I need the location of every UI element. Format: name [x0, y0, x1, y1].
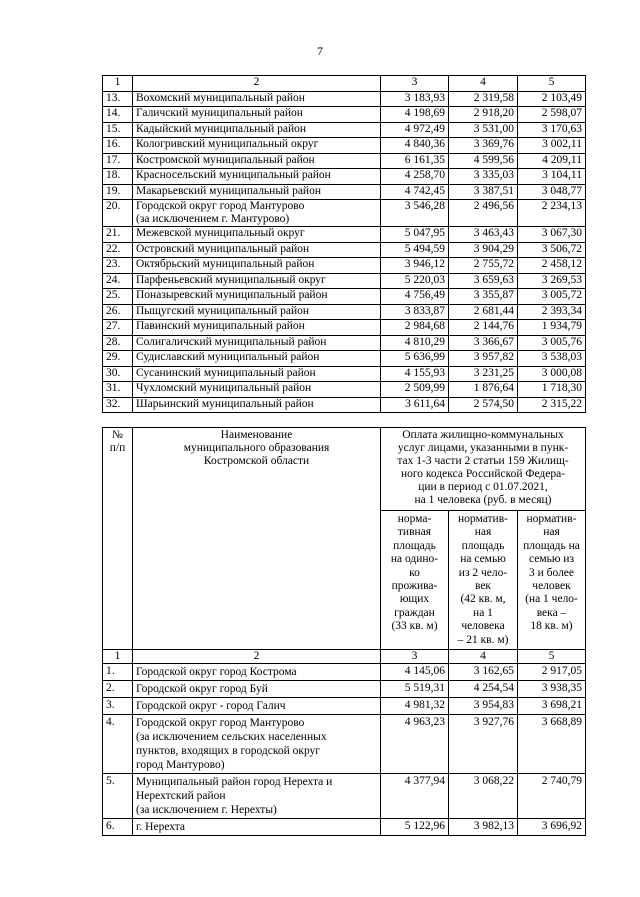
subheader-line: из 2 чело- — [458, 566, 508, 579]
row-number: 2. — [103, 681, 133, 698]
row-number: 3. — [103, 698, 133, 715]
payment-single-person: 5 047,95 — [381, 227, 449, 243]
municipality-name — [133, 153, 381, 169]
payment-three-plus: 3 048,77 — [518, 184, 586, 200]
subheader-line: (на 1 чело- — [525, 593, 578, 606]
payment-two-person: 3 335,03 — [449, 169, 518, 185]
payment-single-person: 5 519,31 — [381, 681, 449, 698]
payment-three-plus: 3 002,11 — [518, 138, 586, 154]
payment-single-person: 5 494,59 — [381, 242, 449, 258]
column-number-label: 1 — [103, 650, 133, 664]
payment-three-plus: 2 458,12 — [518, 258, 586, 274]
payment-three-plus: 2 103,49 — [518, 91, 586, 107]
table2-number-row — [103, 650, 586, 664]
table-row — [103, 91, 586, 107]
subheader-line: 18 кв. м) — [530, 620, 573, 633]
municipality-name-line: пунктов, входящих в городской округ — [136, 745, 321, 758]
payment-three-plus: 1 718,30 — [518, 382, 586, 398]
header-line: ного кодекса Российской Федера- — [400, 468, 566, 480]
row-number: 14. — [103, 107, 133, 123]
municipality-name — [133, 304, 381, 320]
column-number-label: 3 — [381, 76, 449, 92]
table-row — [103, 138, 586, 154]
payment-two-person: 3 957,82 — [449, 351, 518, 367]
column-number-label: 5 — [518, 76, 586, 92]
municipality-name — [133, 320, 381, 336]
districts-table-continued — [102, 75, 586, 413]
header-line: тах 1-3 части 2 статьи 159 Жилищ- — [397, 455, 569, 467]
municipality-name-line: Шарьинский муниципальный район — [136, 397, 314, 410]
subheader-line: (33 кв. м) — [391, 620, 438, 633]
subheader-two-person-family — [449, 511, 518, 650]
municipality-name — [133, 819, 381, 836]
subheader-line: века – — [536, 606, 567, 619]
subheader-line: (42 кв. м, — [460, 593, 506, 606]
column-number-label: 3 — [381, 650, 449, 664]
table-row — [103, 335, 586, 351]
payment-three-plus: 3 067,30 — [518, 227, 586, 243]
municipality-name-line: Парфеньевский муниципальный округ — [136, 273, 326, 286]
subheader-line: норматив- — [458, 513, 508, 525]
municipality-name — [133, 258, 381, 274]
municipality-name — [133, 382, 381, 398]
municipality-name-line: Городской округ город Буй — [136, 683, 268, 696]
payment-two-person: 2 144,76 — [449, 320, 518, 336]
row-number: 19. — [103, 184, 133, 200]
payment-three-plus: 2 598,07 — [518, 107, 586, 123]
municipality-name — [133, 664, 381, 681]
subheader-line: на одино- — [390, 553, 439, 566]
payment-single-person: 4 756,49 — [381, 289, 449, 305]
municipality-name — [133, 138, 381, 154]
municipality-name-line: Вохомский муниципальный район — [136, 91, 305, 104]
table-row — [103, 819, 586, 836]
municipality-name-line: Галичский муниципальный район — [136, 107, 303, 119]
payment-two-person: 2 319,58 — [449, 91, 518, 107]
payment-two-person: 3 927,76 — [449, 715, 518, 774]
municipality-name-line: Городской округ город Мантурово — [136, 200, 305, 212]
subheader-line: ная — [474, 526, 492, 539]
table-row — [103, 715, 586, 774]
row-number: 28. — [103, 335, 133, 351]
column-number-label: 4 — [449, 76, 518, 92]
row-number: 15. — [103, 122, 133, 138]
payment-single-person: 5 122,96 — [381, 819, 449, 836]
municipality-name-line: Судиславский муниципальный район — [136, 351, 320, 363]
column-header-payment — [381, 428, 586, 511]
payment-three-plus: 3 170,63 — [518, 122, 586, 138]
municipality-name-line: Павинский муниципальный район — [136, 320, 305, 332]
column-header-name — [133, 428, 381, 650]
municipality-name — [133, 351, 381, 367]
municipality-name-note: (за исключением г. Мантурово) — [136, 213, 290, 225]
payment-three-plus: 3 005,72 — [518, 289, 586, 305]
payment-two-person: 3 355,87 — [449, 289, 518, 305]
payment-single-person: 2 509,99 — [381, 382, 449, 398]
subheader-line: на семью — [460, 553, 506, 566]
payment-single-person: 5 636,99 — [381, 351, 449, 367]
payment-single-person: 4 198,69 — [381, 107, 449, 123]
subheader-line: на 1 человека — [461, 606, 505, 633]
municipality-name-line: Кадыйский муниципальный район — [136, 122, 307, 135]
table-row — [103, 366, 586, 382]
row-number: 13. — [103, 91, 133, 107]
row-number: 4. — [103, 715, 133, 774]
municipality-name — [133, 227, 381, 243]
municipality-name — [133, 122, 381, 138]
municipality-name-line: Чухломский муниципальный район — [136, 382, 312, 394]
table-row — [103, 289, 586, 305]
payment-single-person: 4 742,45 — [381, 184, 449, 200]
municipality-name-line: Городской округ город Кострома — [136, 666, 297, 679]
payment-two-person: 3 068,22 — [449, 774, 518, 819]
column-header-number — [103, 428, 133, 650]
subheader-line: век — [474, 580, 492, 593]
table-row — [103, 200, 586, 227]
row-number: 18. — [103, 169, 133, 185]
row-number: 23. — [103, 258, 133, 274]
payment-single-person: 4 981,32 — [381, 698, 449, 715]
municipality-name — [133, 200, 381, 227]
subheader-line: площадь — [461, 539, 505, 552]
payment-two-person: 3 463,43 — [449, 227, 518, 243]
column-number-label: 2 — [133, 650, 381, 664]
table2-header-row — [103, 428, 586, 511]
table1-header-row — [103, 76, 586, 92]
subheader-line: ная — [543, 526, 560, 539]
payment-two-person: 4 599,56 — [449, 153, 518, 169]
table-row — [103, 397, 586, 413]
payment-single-person: 4 963,23 — [381, 715, 449, 774]
header-line: ции в период с 01.07.2021, — [418, 481, 548, 493]
subheader-line: площадь на — [523, 539, 580, 552]
municipality-name — [133, 169, 381, 185]
header-line: услуг лицами, указанными в пунк- — [397, 442, 569, 454]
header-line: Наименование — [220, 429, 293, 441]
payment-two-person: 3 904,29 — [449, 242, 518, 258]
payment-three-plus: 3 538,03 — [518, 351, 586, 367]
payment-single-person: 3 183,93 — [381, 91, 449, 107]
row-number: 26. — [103, 304, 133, 320]
table-row — [103, 122, 586, 138]
header-line: № — [112, 429, 123, 441]
subheader-line: граждан — [394, 606, 435, 619]
payment-single-person: 4 258,70 — [381, 169, 449, 185]
table-row — [103, 184, 586, 200]
payment-two-person: 3 162,65 — [449, 664, 518, 681]
municipality-name — [133, 242, 381, 258]
table-row — [103, 169, 586, 185]
subheader-single-person — [381, 511, 449, 650]
municipality-name-line: Муниципальный район город Нерехта и — [136, 776, 333, 789]
payment-single-person: 4 155,93 — [381, 366, 449, 382]
municipality-name — [133, 774, 381, 819]
header-line: муниципального образования — [183, 442, 330, 454]
payment-two-person: 3 659,63 — [449, 273, 518, 289]
municipality-name-line: Кологривский муниципальный округ — [136, 138, 319, 150]
payment-three-plus: 3 938,35 — [518, 681, 586, 698]
payment-two-person: 3 954,83 — [449, 698, 518, 715]
row-number: 25. — [103, 289, 133, 305]
payment-two-person: 3 366,67 — [449, 335, 518, 351]
subheader-line: 3 и более — [528, 566, 575, 579]
payment-single-person: 4 972,49 — [381, 122, 449, 138]
municipality-name — [133, 184, 381, 200]
header-line: Костромской области — [203, 455, 310, 467]
payment-two-person: 3 531,00 — [449, 122, 518, 138]
table-row — [103, 107, 586, 123]
subheader-three-plus-family — [518, 511, 586, 650]
payment-three-plus: 2 740,79 — [518, 774, 586, 819]
municipality-name-line: Пыщугский муниципальный район — [136, 304, 310, 317]
row-number: 6. — [103, 819, 133, 836]
municipality-name — [133, 397, 381, 413]
row-number: 24. — [103, 273, 133, 289]
row-number: 32. — [103, 397, 133, 413]
header-line: Оплата жилищно-коммунальных — [402, 429, 564, 441]
municipality-name-line: (за исключением сельских населенных — [136, 731, 327, 744]
subheader-line: норма- — [397, 513, 432, 525]
table-row — [103, 382, 586, 398]
payment-two-person: 1 876,64 — [449, 382, 518, 398]
municipality-name — [133, 681, 381, 698]
subheader-line: семью из — [528, 553, 575, 566]
municipality-name-line: Городской округ - город Галич — [136, 700, 286, 713]
row-number: 1. — [103, 664, 133, 681]
municipality-name-line: Солигаличский муниципальный район — [136, 335, 327, 348]
municipality-name — [133, 715, 381, 774]
subheader-line: тивная — [397, 526, 432, 539]
municipality-name-line: Красносельский муниципальный район — [136, 169, 331, 181]
payment-three-plus: 3 698,21 — [518, 698, 586, 715]
housing-payment-table — [102, 427, 586, 836]
payment-single-person: 4 840,36 — [381, 138, 449, 154]
municipality-name — [133, 698, 381, 715]
municipality-name-line: Макарьевский муниципальный район — [136, 184, 321, 197]
page-number: 7 — [317, 44, 323, 58]
payment-two-person: 3 369,76 — [449, 138, 518, 154]
payment-three-plus: 1 934,79 — [518, 320, 586, 336]
row-number: 21. — [103, 227, 133, 243]
payment-two-person: 2 918,20 — [449, 107, 518, 123]
payment-single-person: 5 220,03 — [381, 273, 449, 289]
municipality-name — [133, 91, 381, 107]
payment-single-person: 3 946,12 — [381, 258, 449, 274]
table-row — [103, 273, 586, 289]
payment-three-plus: 3 104,11 — [518, 169, 586, 185]
row-number: 20. — [103, 200, 133, 227]
table-row — [103, 698, 586, 715]
payment-single-person: 4 810,29 — [381, 335, 449, 351]
payment-three-plus: 3 269,53 — [518, 273, 586, 289]
column-number-label: 4 — [449, 650, 518, 664]
payment-two-person: 2 755,72 — [449, 258, 518, 274]
payment-three-plus: 3 000,08 — [518, 366, 586, 382]
municipality-name-line: Межевской муниципальный округ — [136, 227, 305, 239]
column-number-label: 2 — [133, 76, 381, 92]
table-row — [103, 774, 586, 819]
payment-three-plus: 3 696,92 — [518, 819, 586, 836]
payment-single-person: 6 161,35 — [381, 153, 449, 169]
payment-three-plus: 2 234,13 — [518, 200, 586, 227]
payment-two-person: 2 681,44 — [449, 304, 518, 320]
row-number: 27. — [103, 320, 133, 336]
municipality-name-line: Островский муниципальный район — [136, 242, 310, 255]
header-line: п/п — [109, 442, 126, 454]
table-row — [103, 153, 586, 169]
row-number: 22. — [103, 242, 133, 258]
municipality-name-line: Костромской муниципальный район — [136, 153, 315, 166]
payment-two-person: 3 231,25 — [449, 366, 518, 382]
column-number-label: 5 — [518, 650, 586, 664]
municipality-name-line: Поназыревский муниципальный район — [136, 289, 328, 301]
municipality-name-line: Октябрьский муниципальный район — [136, 258, 315, 270]
municipality-name — [133, 366, 381, 382]
payment-three-plus: 3 506,72 — [518, 242, 586, 258]
table-row — [103, 242, 586, 258]
header-line: на 1 человека (руб. в месяц) — [414, 494, 552, 506]
row-number: 5. — [103, 774, 133, 819]
table-row — [103, 664, 586, 681]
table-row — [103, 320, 586, 336]
municipality-name-line: город Мантурово) — [136, 759, 225, 772]
table-row — [103, 681, 586, 698]
payment-single-person: 3 833,87 — [381, 304, 449, 320]
payment-three-plus: 2 917,05 — [518, 664, 586, 681]
municipality-name — [133, 335, 381, 351]
table-row — [103, 258, 586, 274]
table-row — [103, 304, 586, 320]
payment-three-plus: 2 393,34 — [518, 304, 586, 320]
payment-three-plus: 4 209,11 — [518, 153, 586, 169]
row-number: 17. — [103, 153, 133, 169]
municipality-name — [133, 289, 381, 305]
municipality-name-line: Городской округ город Мантурово — [136, 717, 305, 730]
subheader-line: площадь — [393, 539, 436, 552]
subheader-line: ко — [409, 566, 420, 579]
row-number: 29. — [103, 351, 133, 367]
subheader-line: норматив- — [526, 513, 577, 525]
row-number: 16. — [103, 138, 133, 154]
payment-single-person: 3 611,64 — [381, 397, 449, 413]
payment-single-person: 3 546,28 — [381, 200, 449, 227]
row-number: 31. — [103, 382, 133, 398]
table-row — [103, 351, 586, 367]
payment-two-person: 3 387,51 — [449, 184, 518, 200]
payment-two-person: 4 254,54 — [449, 681, 518, 698]
municipality-name — [133, 273, 381, 289]
municipality-name — [133, 107, 381, 123]
payment-three-plus: 3 668,89 — [518, 715, 586, 774]
column-number-label: 1 — [103, 76, 133, 92]
payment-single-person: 4 145,06 — [381, 664, 449, 681]
municipality-name-line: Нерехтский район — [136, 790, 226, 803]
payment-single-person: 2 984,68 — [381, 320, 449, 336]
municipality-name-line: г. Нерехта — [136, 821, 186, 834]
table-row — [103, 227, 586, 243]
subheader-line: ющих — [399, 593, 430, 606]
payment-three-plus: 2 315,22 — [518, 397, 586, 413]
municipality-name-line: Сусанинский муниципальный район — [136, 366, 316, 379]
subheader-line: – 21 кв. м) — [457, 633, 509, 646]
subheader-line: человек — [532, 580, 571, 593]
payment-two-person: 2 574,50 — [449, 397, 518, 413]
row-number: 30. — [103, 366, 133, 382]
payment-three-plus: 3 005,76 — [518, 335, 586, 351]
subheader-line: прожива- — [391, 580, 438, 593]
payment-single-person: 4 377,94 — [381, 774, 449, 819]
municipality-name-line: (за исключением г. Нерехты) — [136, 804, 277, 817]
payment-two-person: 2 496,56 — [449, 200, 518, 227]
payment-two-person: 3 982,13 — [449, 819, 518, 836]
